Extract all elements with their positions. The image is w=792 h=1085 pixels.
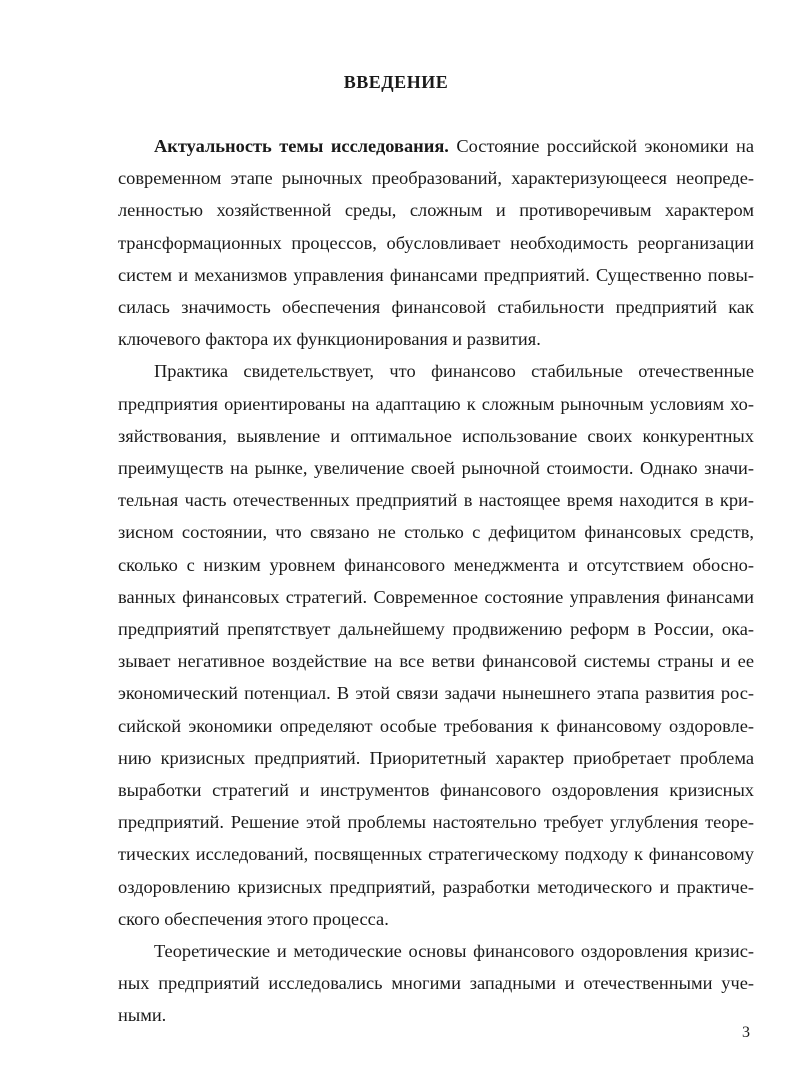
paragraph-text: Теоретические и методические основы финансового оздоровления кризисных предприятий исследовались многими западными и отечественными учеными. — [118, 941, 754, 1026]
body-text — [118, 130, 754, 1032]
paragraph-practice — [118, 355, 754, 935]
paragraph-text: Состояние российской экономики на современном этапе рыночных преобразований, характеризующееся неопределенностью хозяйственной среды, сложным и противоречивым характером трансформационных процессов, обусловливает необходимость реорганизации систем и механизмов управления финансами предприятий. Существенно повысилась значимость обеспечения финансовой стабильности предприятий как ключевого фактора их функционирования и развития. — [118, 136, 755, 350]
page-number: 3 — [742, 1024, 750, 1041]
paragraph-text: Практика свидетельствует, что финансово стабильные отечественные предприятия ориентированы на адаптацию к сложным рыночным условиям хозяйствования, выявление и оптимальное использование своих конкурентных преимуществ на рынке, увеличение своей рыночной стоимости. Однако значительная часть отечественных предприятий в настоящее время находится в кризисном состоянии, что связано не столько с дефицитом финансовых средств, сколько с низким уровнем финансового менеджмента и отсутствием обоснованных финансовых стратегий. Современное состояние управления финансами предприятий препятствует дальнейшему продвижению реформ в России, оказывает негативное воздействие на все ветви финансовой системы страны и ее экономический потенциал. В этой связи задачи нынешнего этапа развития российской экономики определяют особые требования к финансовому оздоровлению кризисных предприятий. Приоритетный характер приобретает проблема выработки стратегий и инструментов финансового оздоровления кризисных предприятий. Решение этой проблемы настоятельно требует углубления теоретических исследований, посвященных стратегическому подходу к финансовому оздоровлению кризисных предприятий, разработки методического и практического обеспечения этого процесса. — [118, 361, 754, 929]
page-title: ВВЕДЕНИЕ — [343, 72, 449, 92]
paragraph-theory — [118, 935, 754, 1032]
paragraph-lead: Актуальность темы исследования. — [154, 136, 449, 156]
paragraph-relevance — [118, 130, 754, 355]
